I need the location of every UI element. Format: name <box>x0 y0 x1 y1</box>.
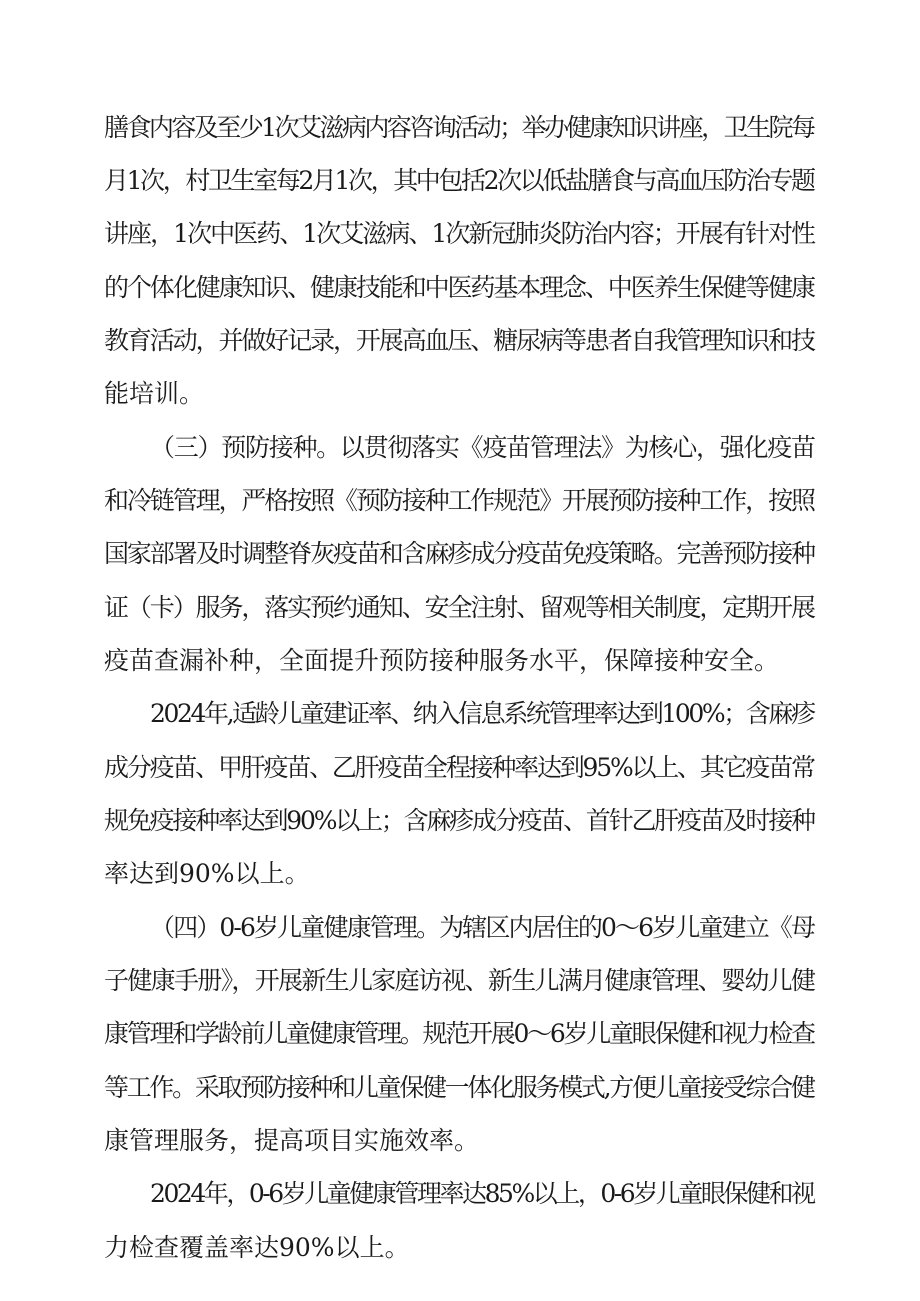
line-text: 国家部署及时调整脊灰疫苗和含麻疹成分疫苗免疫策略。完善预防接种 <box>104 539 814 568</box>
line-text: 子健康手册》，开展新生儿家庭访视、新生儿满月健康管理、婴幼儿健 <box>104 966 815 995</box>
line-text: 膳食内容及至少1次艾滋病内容咨询活动；举办健康知识讲座，卫生院每 <box>104 113 814 142</box>
text-line <box>0 795 920 847</box>
text-line <box>0 848 920 900</box>
line-text: 能培训。 <box>104 379 205 408</box>
text-line <box>0 155 920 207</box>
line-text: 2024年,适龄儿童建证率、纳入信息系统管理率达到100%；含麻疹 <box>150 699 814 728</box>
text-line <box>0 1008 920 1060</box>
text-line <box>0 315 920 367</box>
text-line <box>0 262 920 314</box>
text-line <box>0 528 920 580</box>
text-line <box>0 102 920 154</box>
line-text: 讲座，1次中医药、1次艾滋病、1次新冠肺炎防治内容；开展有针对性 <box>104 219 815 248</box>
text-line <box>0 475 920 527</box>
line-text: （四）0-6岁儿童健康管理。为辖区内居住的0～6岁儿童建立《母 <box>150 913 815 942</box>
line-text: 力检查覆盖率达90%以上。 <box>104 1233 410 1262</box>
text-line <box>0 368 920 420</box>
section-heading-line <box>0 902 920 954</box>
line-text: 和冷链管理，严格按照《预防接种工作规范》开展预防接种工作，按照 <box>104 486 814 515</box>
line-text: 等工作。采取预防接种和儿童保健一体化服务模式,方便儿童接受综合健 <box>104 1073 814 1102</box>
line-text: 2024年，0-6岁儿童健康管理率达85%以上，0-6岁儿童眼保健和视 <box>150 1179 814 1208</box>
line-text: 的个体化健康知识、健康技能和中医药基本理念、中医养生保健等健康 <box>104 273 814 302</box>
text-line <box>0 208 920 260</box>
text-line <box>0 1115 920 1167</box>
text-line <box>0 582 920 634</box>
line-text: 月1次，村卫生室每2月1次，其中包括2次以低盐膳食与高血压防治专题 <box>104 166 814 195</box>
line-text: 证（卡）服务，落实预约通知、安全注射、留观等相关制度，定期开展 <box>104 593 814 622</box>
section-heading-line <box>0 422 920 474</box>
line-text: 教育活动，并做好记录，开展高血压、糖尿病等患者自我管理知识和技 <box>104 326 814 355</box>
text-line <box>0 635 920 687</box>
line-text: 康管理服务，提高项目实施效率。 <box>104 1126 480 1155</box>
text-line <box>0 1222 920 1274</box>
text-line <box>0 1168 920 1220</box>
line-text: 规免疫接种率达到90%以上；含麻疹成分疫苗、首针乙肝疫苗及时接种 <box>104 806 814 835</box>
text-line <box>0 1062 920 1114</box>
line-text: 疫苗查漏补种，全面提升预防接种服务水平，保障接种安全。 <box>104 646 780 675</box>
text-line <box>0 742 920 794</box>
line-text: （三）预防接种。以贯彻落实《疫苗管理法》为核心，强化疫苗 <box>150 433 815 462</box>
line-text: 率达到90%以上。 <box>104 859 310 888</box>
line-text: 康管理和学龄前儿童健康管理。规范开展0～6岁儿童眼保健和视力检查 <box>104 1019 814 1048</box>
line-text: 成分疫苗、甲肝疫苗、乙肝疫苗全程接种率达到95%以上、其它疫苗常 <box>104 753 814 782</box>
text-line <box>0 688 920 740</box>
text-line <box>0 955 920 1007</box>
